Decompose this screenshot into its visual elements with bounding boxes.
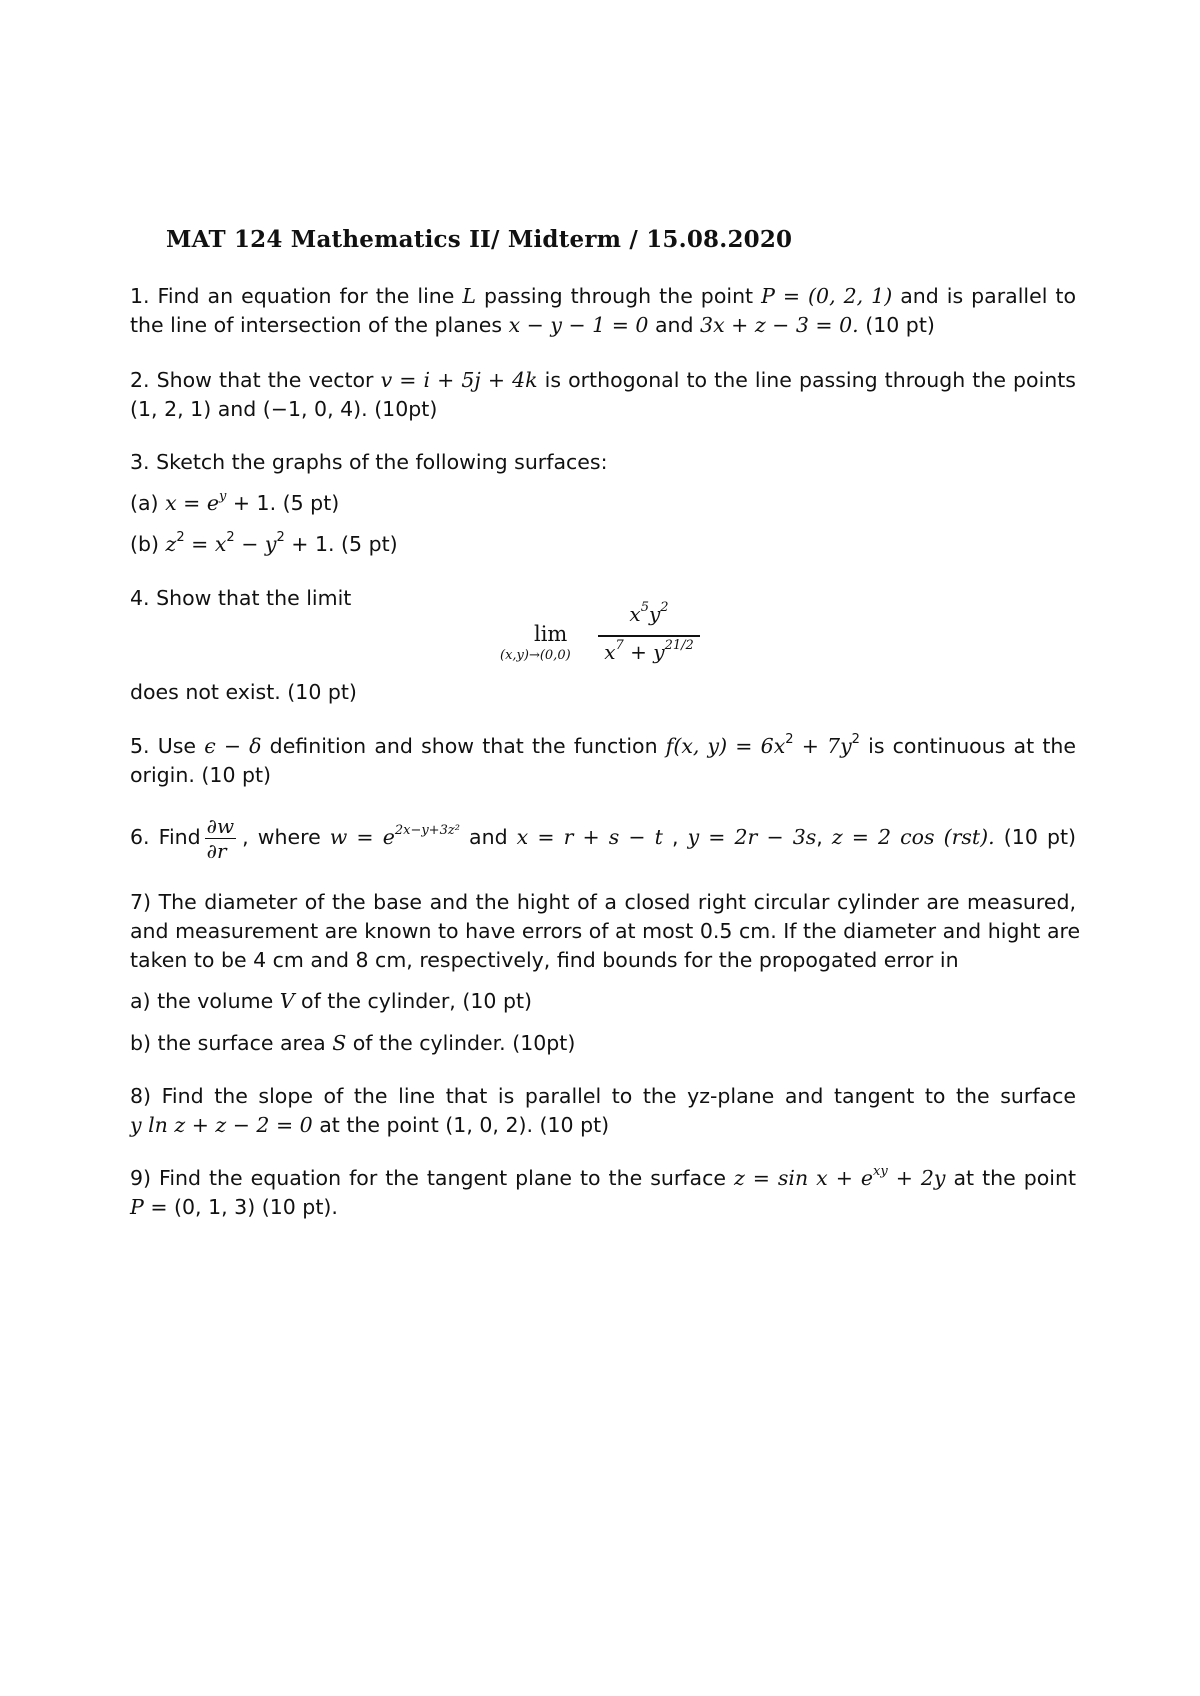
question-7-line-2: and measurement are known to have errors of at most 0.5 cm. If the diameter and hight are (130, 919, 1081, 943)
question-5-line-2: origin. (10 pt) (130, 763, 272, 787)
question-7-line-1: 7) The diameter of the base and the hight of a closed right circular cylinder are measured, (130, 890, 1076, 914)
question-6-line: 6. Find $\frac{\partial w}{\partial r}$ , where $w = e^{2x-y+3z^2}$ and x = r + s − t , y = 2r − 3s, z = 2 cos (rst). (10 pt) (130, 813, 1076, 863)
question-5-line-1: 5. Use ϵ − δ definition and show that the function f(x, $y) = 6x^2 + 7y^2$ is continuous at the (130, 732, 1076, 758)
question-3-part-a: (a) $x = e^y + 1$. (5 pt) (130, 489, 340, 515)
question-7-part-a: a) the volume V of the cylinder, (10 pt) (130, 989, 532, 1013)
question-7-line-3: taken to be 4 cm and 8 cm, respectively, find bounds for the propogated error in (130, 948, 959, 972)
limit-expression (500, 602, 710, 668)
question-4-intro: 4. Show that the limit (130, 586, 352, 610)
limit-numerator: $x^5y^2$ (629, 600, 669, 626)
question-8-line-1: 8) Find the slope of the line that is parallel to the yz-plane and tangent to the surface (130, 1084, 1076, 1108)
question-3-intro: 3. Sketch the graphs of the following surfaces: (130, 450, 608, 474)
lim-operator: lim (534, 622, 568, 646)
question-4-tail: does not exist. (10 pt) (130, 680, 357, 704)
question-9-line-1: 9) Find the equation for the tangent plane to the surface $z = \sin x + e^{xy} + 2y$ at the point (130, 1164, 1076, 1190)
exam-title: MAT 124 Mathematics II/ Midterm / 15.08.2020 (166, 226, 793, 253)
question-1-line-2: the line of intersection of the planes x − y − 1 = 0 and 3x + z − 3 = 0. (10 pt) (130, 313, 935, 337)
lim-subscript: (x,y)→(0,0) (500, 648, 571, 663)
partial-derivative: $\frac{\partial w}{\partial r}$ (206, 813, 235, 863)
limit-denominator: $x^7 + y^{21/2}$ (604, 638, 694, 664)
question-2-line-1: 2. Show that the vector v = i + 5j + 4k is orthogonal to the line passing through the points (130, 368, 1076, 392)
fraction-bar (598, 635, 700, 637)
question-2-line-2: (1, 2, 1) and (−1, 0, 4). (10pt) (130, 397, 438, 421)
question-8-line-2: y ln z + z − 2 = 0 at the point (1, 0, 2). (10 pt) (130, 1113, 610, 1137)
question-7-part-b: b) the surface area S of the cylinder. (10pt) (130, 1031, 576, 1055)
question-9-line-2: P = (0, 1, 3) (10 pt). (130, 1195, 338, 1219)
question-3-part-b: (b) $z^2 = x^2 - y^2 + 1$. (5 pt) (130, 530, 398, 556)
question-1-line-1: 1. Find an equation for the line L passing through the point P = (0, 2, 1) and is parallel to (130, 284, 1076, 308)
